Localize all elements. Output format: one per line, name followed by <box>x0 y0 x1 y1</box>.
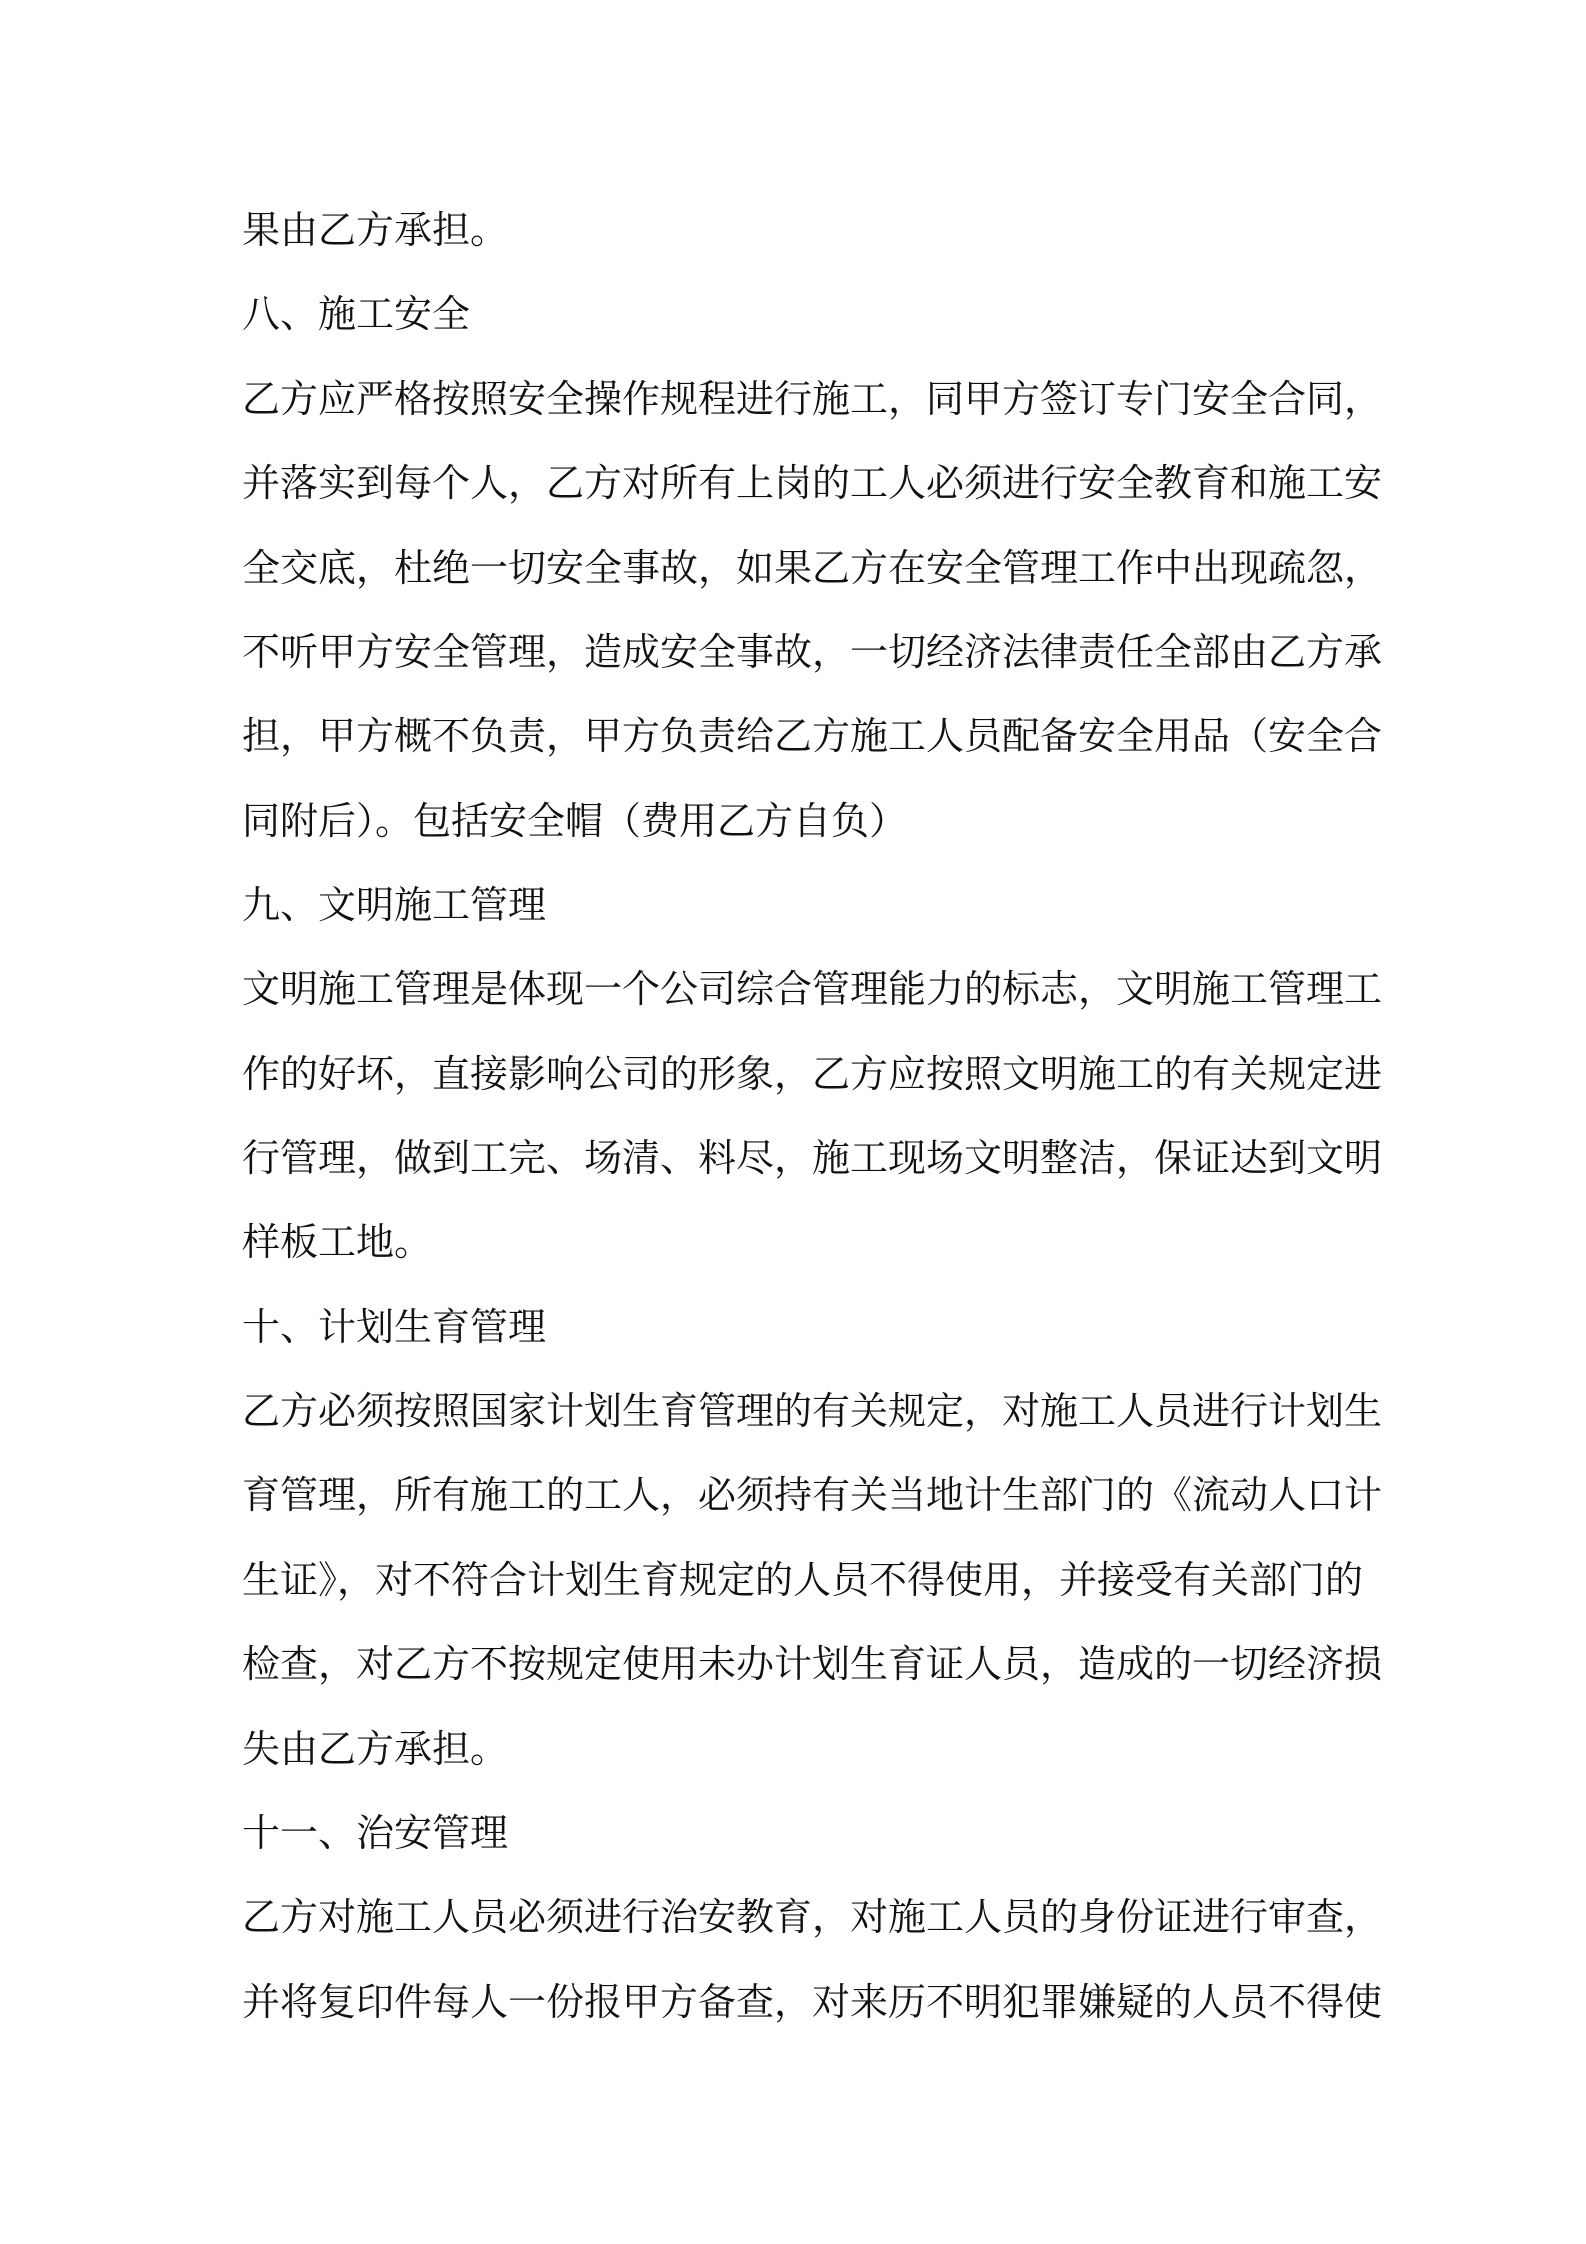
text-line: 作的好坏，直接影响公司的形象，乙方应按照文明施工的有关规定进 <box>242 1052 1383 1096</box>
section-heading: 十、计划生育管理 <box>242 1305 547 1349</box>
text-line: 行管理，做到工完、场清、料尽，施工现场文明整洁，保证达到文明 <box>242 1136 1383 1180</box>
text-line: 文明施工管理是体现一个公司综合管理能力的标志，文明施工管理工 <box>242 967 1383 1011</box>
text-line: 检查，对乙方不按规定使用未办计划生育证人员，造成的一切经济损 <box>242 1642 1383 1686</box>
text-line: 育管理，所有施工的工人，必须持有关当地计生部门的《流动人口计 <box>242 1473 1383 1517</box>
section-heading: 十一、治安管理 <box>242 1811 509 1855</box>
text-line: 不听甲方安全管理，造成安全事故，一切经济法律责任全部由乙方承 <box>242 630 1383 674</box>
text-line: 乙方必须按照国家计划生育管理的有关规定，对施工人员进行计划生 <box>242 1389 1383 1433</box>
text-line: 样板工地。 <box>242 1220 433 1264</box>
text-line: 同附后）。包括安全帽（费用乙方自负） <box>242 799 908 843</box>
text-line: 乙方对施工人员必须进行治安教育，对施工人员的身份证进行审查， <box>242 1895 1383 1939</box>
text-line: 并落实到每个人，乙方对所有上岗的工人必须进行安全教育和施工安 <box>242 461 1383 505</box>
text-line: 生证》，对不符合计划生育规定的人员不得使用，并接受有关部门的 <box>242 1558 1364 1602</box>
text-line: 失由乙方承担。 <box>242 1727 509 1771</box>
section-heading: 九、文明施工管理 <box>242 883 547 927</box>
text-line: 果由乙方承担。 <box>242 208 509 252</box>
text-line: 全交底，杜绝一切安全事故，如果乙方在安全管理工作中出现疏忽， <box>242 546 1383 590</box>
text-line: 担，甲方概不负责，甲方负责给乙方施工人员配备安全用品（安全合 <box>242 714 1383 758</box>
text-line: 并将复印件每人一份报甲方备查，对来历不明犯罪嫌疑的人员不得使 <box>242 1980 1383 2024</box>
text-line: 乙方应严格按照安全操作规程进行施工，同甲方签订专门安全合同， <box>242 377 1383 421</box>
section-heading: 八、施工安全 <box>242 292 471 336</box>
